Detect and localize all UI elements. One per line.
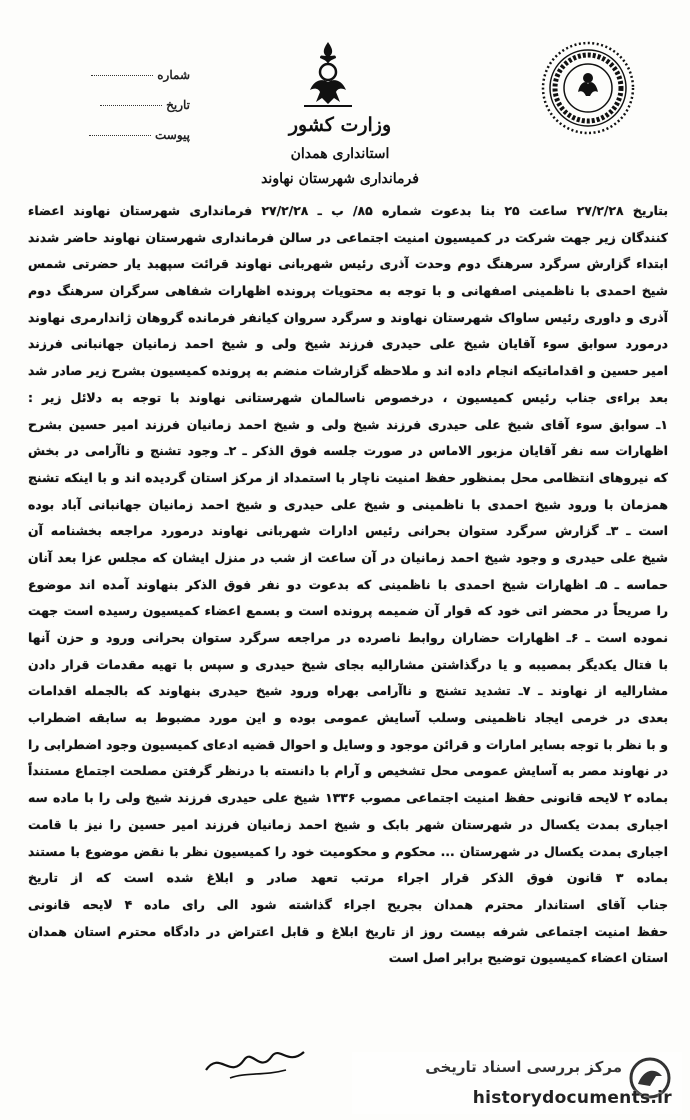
lion-and-sun-emblem-icon [296,38,360,110]
number-label: شماره [157,68,190,82]
handwritten-signature-icon [200,1030,310,1090]
body-line: ۱ـ سوابق سوء آقای شیخ علی حیدری فرزند شیخ ولی و شیخ احمد زمانیان فرزند امیر حسین بشرح [28,416,668,432]
body-line: بتاریخ ۲۷/۲/۲۸ ساعت ۲۵ بنا بدعوت شماره ۸۵/ ب ـ ۲۷/۲/۲۸ فرمانداری شهرستان نهاوند اعضاء [28,203,668,218]
body-line: بماده ۲ لایحه قانونی حفظ امنیت اجتماعی مصوب ۱۳۳۶ شیخ علی حیدری فرزند شیخ ولی را با ماده سه [28,790,668,806]
document-body [28,198,668,972]
body-line: درمورد سوابق سوء آقایان شیخ علی حیدری فرزند شیخ ولی و شیخ احمد زمانیان جهانبانی فرزند [28,336,668,352]
watermark-url: historydocuments.ir [472,1088,672,1108]
body-line: آذری و داوری رئیس ساواک شهرستان نهاوند و سرگرد سروان کیانفر فرمانده گروهان ژاندارمری نهاوند [28,309,668,325]
official-seal-stamp-icon [540,40,636,136]
body-line: استان اعضاء کمیسیون توضیح برابر اصل است [388,950,668,966]
body-line: نموده است ـ ۶ـ اظهارات حضاران روابط ناصرده در مراجعه سرگرد ستوان بحرانی ورود و حزن آنها [28,630,668,645]
body-line: امیر حسین و اقداماتیکه انجام داده اند و ملاحظه گزارشات منضم به پرونده کمیسیون بشرح زیر صادر شد [28,363,668,379]
office-heading: استانداری همدان [290,146,390,162]
body-line: حماسه ـ ۵ـ اظهارات شیخ احمدی با ناظمینی که بدعوت دو نفر فوق الذکر بنهاوند آمده اند موضوع [28,576,668,592]
body-line: بماده ۳ قانون فوق الذکر قرار اجراء مرتب تعهد صادر و ابلاغ شده است که از تاریخ [28,870,668,886]
body-line: جناب آقای استاندار محترم همدان بجریح اجراء گذاشته شود الی رای ماده ۴ لایحه قانونی [28,896,668,912]
body-line: با فتال یکدیگر بمصیبه و یا درگذاشتن مشارالیه بجای شیخ حیدری و سپس با تهیه مقدمات قرار دادن [28,656,668,672]
attachment-label: پیوست [155,128,190,142]
body-line: در نهاوند مصر به آسایش عمومی محل تشخیص و آرام با دانسته با درنظر گرفتن مصلحت اجتماع مستنداً [28,763,668,779]
body-line: کنندگان زیر جهت شرکت در کمیسیون امنیت اجتماعی در سالن فرمانداری شهرستان نهاوند حاضر شدند [28,229,668,245]
body-line: را صریحاً در محضر اتی خود که قوار آن ضمیمه پرونده است و بسمع اعضاء کمیسیون رسیده است جهت [28,603,668,619]
watermark-name: مرکز بررسی اسناد تاریخی [425,1058,622,1076]
body-line: اجباری بمدت یکسال در شهرستان شهر بابک و شیخ احمد زمانیان فرزند امیر حسین را نیز با قامت [28,816,668,832]
date-field [70,98,190,112]
body-line: همزمان با ورود شیخ احمدی با ناظمینی و شیخ علی حیدری و شیخ احمد زمانیان جهانبانی آباد بوده [28,496,668,512]
body-line: شیخ علی حیدری و وجود شیخ احمد زمانیان در آن ساعت از شب در منزل ایشان که مجلس عزا بعد آنان [28,549,668,565]
ministry-heading: وزارت کشور [288,114,392,136]
body-line: ابتداء گزارش سرگرد سرهنگ دوم وحدت آذری رئیس شهربانی نهاوند قرائت سپهبد یار حضرتی شمس [28,256,668,272]
subdivision-heading: فرمانداری شهرستان نهاوند [261,171,419,187]
body-line: و با نظر با توجه بسایر امارات و قرائن موجود و وسایل و احوال قضیه ادعای کمیسیون وجود اضطرابی را [28,736,668,752]
number-field [70,68,190,82]
body-line: اظهارات سه نفر آقایان مزبور الاماس در صورت جلسه فوق الذکر ـ ۲ـ وجود تشنج و ناآرامی در بخش [28,443,668,459]
watermark [352,1052,682,1114]
body-line: بعد براءی جناب رئیس کمیسیون ، درخصوص ناسالمان شهرستانی نهاوند با توجه به دلائل زیر : [28,389,668,405]
body-line: که نیروهای انتظامی محل بمنظور حفظ امنیت ناچار با استمداد از مرکز استان گردیده اند و با اینکه تشنج [28,469,668,485]
body-line: اجباری بمدت یکسال در شهرستان ... محکوم و محکومیت خود را کمیسیون نظر با نقض موضوع با مستند [28,843,668,859]
body-line: مشارالیه از نهاوند ـ ۷ـ تشدید تشنج و ناآرامی بهراه ورود شیخ حیدری بنهاوند که بالجمله اقدامات [28,683,668,699]
body-line: است ـ ۳ـ گزارش سرگرد ستوان بحرانی رئیس ادارات شهربانی نهاوند درمورد مراجعه بخشنامه آن [28,523,668,539]
body-line: بعدی در خرمی ایجاد ناظمینی وسلب آسایش عمومی بوده و این مورد مضبوط به سابقه اضطراب [28,710,668,726]
body-line: شیخ احمدی با ناظمینی اصفهانی و با توجه به محتویات پرونده اظهارات شفاهی سرگران سرهنگ دوم [28,283,668,299]
date-label: تاریخ [166,98,190,112]
body-line: حفظ امنیت اجتماعی شرفه بیست روز از تاریخ ابلاغ و قابل اعتراض در دادگاه محترم استان همدان [28,923,668,939]
